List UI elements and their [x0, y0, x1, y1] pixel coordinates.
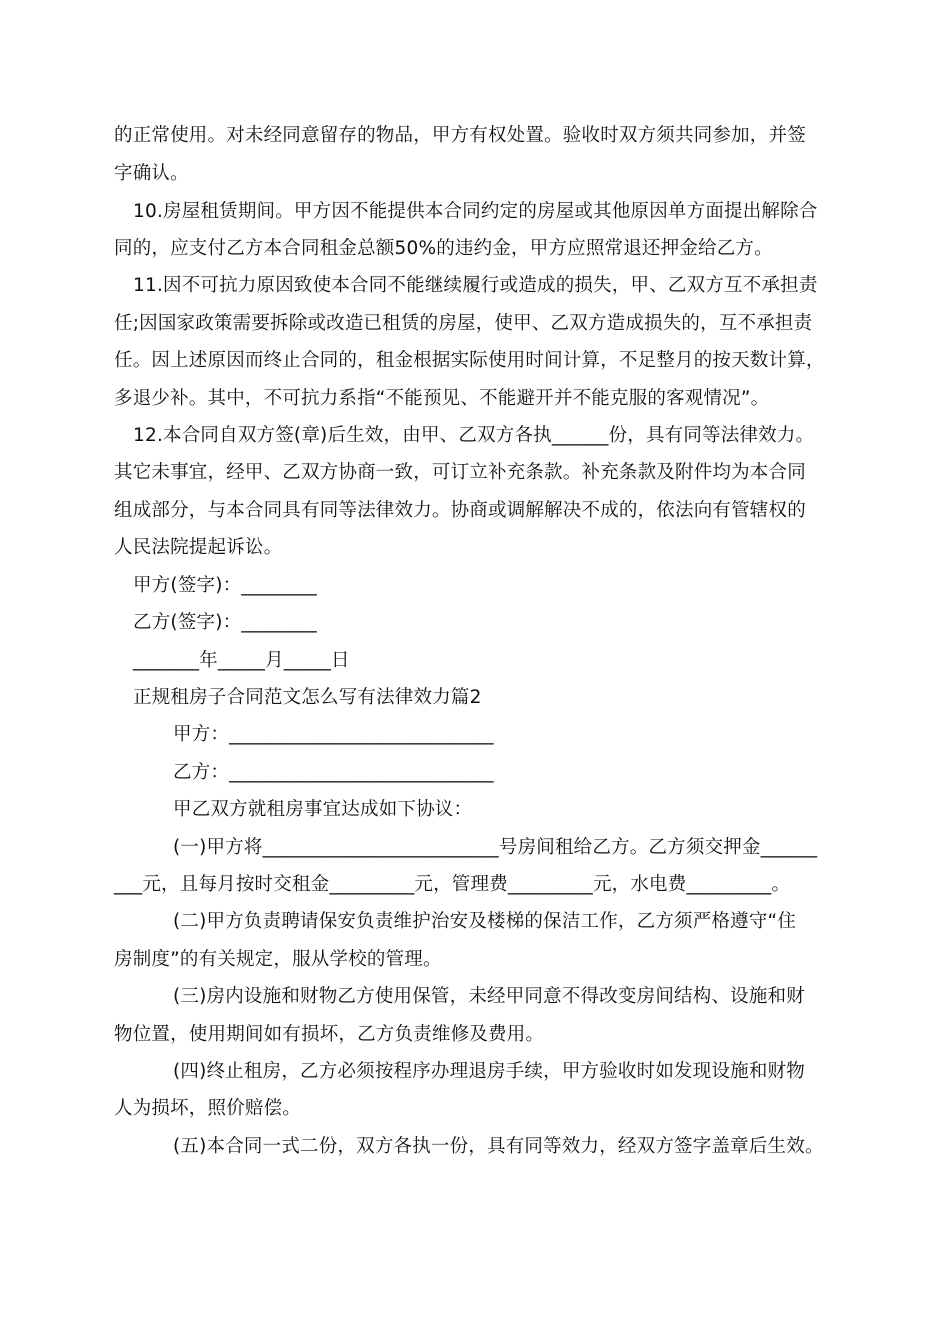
text-line: (二)甲方负责聘请保安负责维护治安及楼梯的保洁工作，乙方须严格遵守“住 — [173, 911, 797, 932]
text-line: 任。因上述原因而终止合同的，租金根据实际使用时间计算，不足整月的按天数计算， — [114, 350, 825, 371]
text-line: 10.房屋租赁期间。甲方因不能提供本合同约定的房屋或其他原因单方面提出解除合 — [133, 201, 818, 222]
party-b-field: 乙方：____________________________ — [173, 762, 494, 783]
text-line: 其它未事宜，经甲、乙双方协商一致，可订立补充条款。补充条款及附件均为本合同 — [114, 462, 806, 483]
text-line: 的正常使用。对未经同意留存的物品，甲方有权处置。验收时双方须共同参加，并签 — [114, 125, 806, 146]
text-line: 物位置，使用期间如有损坏，乙方负责维修及费用。 — [114, 1024, 545, 1045]
text-line: (三)房内设施和财物乙方使用保管，未经甲同意不得改变房间结构、设施和财 — [173, 986, 805, 1007]
text-line: 人民法院提起诉讼。 — [114, 537, 283, 558]
signature-line-party-a: 甲方(签字)：________ — [133, 575, 317, 596]
text-line: 同的，应支付乙方本合同租金总额50%的违约金，甲方应照常退还押金给乙方。 — [114, 238, 773, 259]
text-line: 组成部分，与本合同具有同等法律效力。协商或调解解决不成的，依法向有管辖权的 — [114, 500, 806, 521]
date-line: _______年_____月_____日 — [133, 650, 350, 671]
party-a-field: 甲方：____________________________ — [173, 724, 494, 745]
text-line: 12.本合同自双方签(章)后生效，由甲、乙双方各执______份，具有同等法律效力。 — [133, 425, 815, 446]
text-line: 任;因国家政策需要拆除或改造已租赁的房屋，使甲、乙双方造成损失的，互不承担责 — [114, 313, 813, 334]
text-line: 11.因不可抗力原因致使本合同不能继续履行或造成的损失，甲、乙双方互不承担责 — [133, 275, 818, 296]
signature-line-party-b: 乙方(签字)：________ — [133, 612, 317, 633]
text-line: ___元，且每月按时交租金_________元，管理费_________元，水电费_________。 — [114, 874, 791, 895]
text-line: 房制度”的有关规定，服从学校的管理。 — [114, 949, 442, 970]
text-line: (四)终止租房，乙方必须按程序办理退房手续，甲方验收时如发现设施和财物 — [173, 1061, 805, 1082]
text-line: 人为损坏，照价赔偿。 — [114, 1098, 302, 1119]
text-line: 甲乙双方就租房事宜达成如下协议： — [173, 799, 473, 820]
section-heading: 正规租房子合同范文怎么写有法律效力篇2 — [133, 687, 482, 708]
text-line: 字确认。 — [114, 163, 189, 184]
text-line: (五)本合同一式二份，双方各执一份，具有同等效力，经双方签字盖章后生效。 — [173, 1136, 824, 1157]
text-line: (一)甲方将_________________________号房间租给乙方。乙方须交押金______ — [173, 837, 818, 858]
text-line: 多退少补。其中，不可抗力系指“不能预见、不能避开并不能克服的客观情况”。 — [114, 388, 770, 409]
